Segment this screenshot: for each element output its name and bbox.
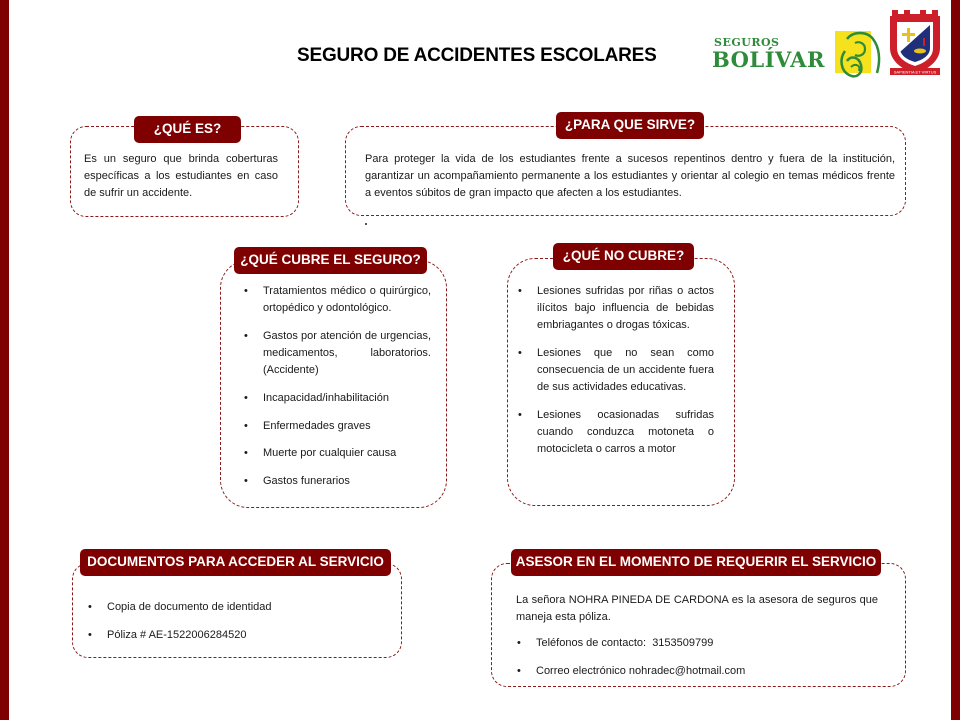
que-cubre-item: • Gastos por atención de urgencias, medicamentos, laboratorios. (Accidente) (243, 328, 431, 379)
colegio-lausana-crest-icon (886, 6, 944, 80)
asesor-contact-list (516, 635, 886, 680)
para-que-sirve-text: Para proteger la vida de los estudiantes frente a sucesos repentinos dentro y fuera de la institución, garantizar un acompañamiento permanente a los estudiantes y orientar al colegio en temas médicos frente a eventos súbitos de gran impacto que afecten a los estudiantes. (365, 153, 895, 199)
que-cubre-heading: ¿QUÉ CUBRE EL SEGURO? (234, 247, 427, 274)
bolivar-logo-main-text: BOLÍVAR (712, 47, 825, 72)
right-border-stripe (951, 0, 960, 720)
asesor-heading: ASESOR EN EL MOMENTO DE REQUERIR EL SERVICIO (511, 549, 881, 576)
que-cubre-item: • Enfermedades graves (243, 418, 431, 435)
que-no-cubre-item: • Lesiones sufridas por riñas o actos ilícitos bajo influencia de bebidas embriagantes o drogas tóxicas. (517, 283, 714, 334)
bolivar-logo-top-text: SEGUROS (714, 36, 780, 49)
documentos-heading: DOCUMENTOS PARA ACCEDER AL SERVICIO (80, 549, 391, 576)
asesor-phone: • Teléfonos de contacto: 3153509799 (516, 635, 886, 652)
documentos-item: • Póliza # AE-1522006284520 (87, 627, 387, 644)
asesor-email: • Correo electrónico nohradec@hotmail.com (516, 663, 886, 680)
que-cubre-item: • Tratamientos médico o quirúrgico, ortopédico y odontológico. (243, 283, 431, 317)
bolivar-figure-icon (833, 29, 883, 81)
que-es-heading: ¿QUÉ ES? (134, 116, 241, 143)
page-title: SEGURO DE ACCIDENTES ESCOLARES (297, 45, 657, 66)
que-cubre-item: • Gastos funerarios (243, 473, 431, 490)
que-no-cubre-heading: ¿QUÉ NO CUBRE? (553, 243, 694, 270)
documentos-list (87, 599, 387, 644)
que-no-cubre-item: • Lesiones que no sean como consecuencia de un accidente fuera de sus actividades educativas. (517, 345, 714, 396)
crest-motto: SAPIENTIA ET VIRTUS (893, 69, 937, 75)
documentos-item: • Copia de documento de identidad (87, 599, 387, 616)
left-border-stripe (0, 0, 9, 720)
que-es-text: Es un seguro que brinda coberturas específicas a los estudiantes en caso de sufrir un accidente. (84, 153, 278, 199)
seguros-bolivar-logo (712, 36, 825, 71)
que-cubre-item: • Muerte por cualquier causa (243, 445, 431, 462)
que-cubre-list (243, 283, 431, 490)
stray-dot (365, 223, 367, 225)
que-cubre-item: • Incapacidad/inhabilitación (243, 390, 431, 407)
que-no-cubre-list (517, 283, 714, 458)
para-que-sirve-heading: ¿PARA QUE SIRVE? (556, 112, 704, 139)
asesor-text: La señora NOHRA PINEDA DE CARDONA es la asesora de seguros que maneja esta póliza. (516, 594, 878, 623)
que-no-cubre-item: • Lesiones ocasionadas sufridas cuando conduzca motoneta o motocicleta o carros a motor (517, 407, 714, 458)
